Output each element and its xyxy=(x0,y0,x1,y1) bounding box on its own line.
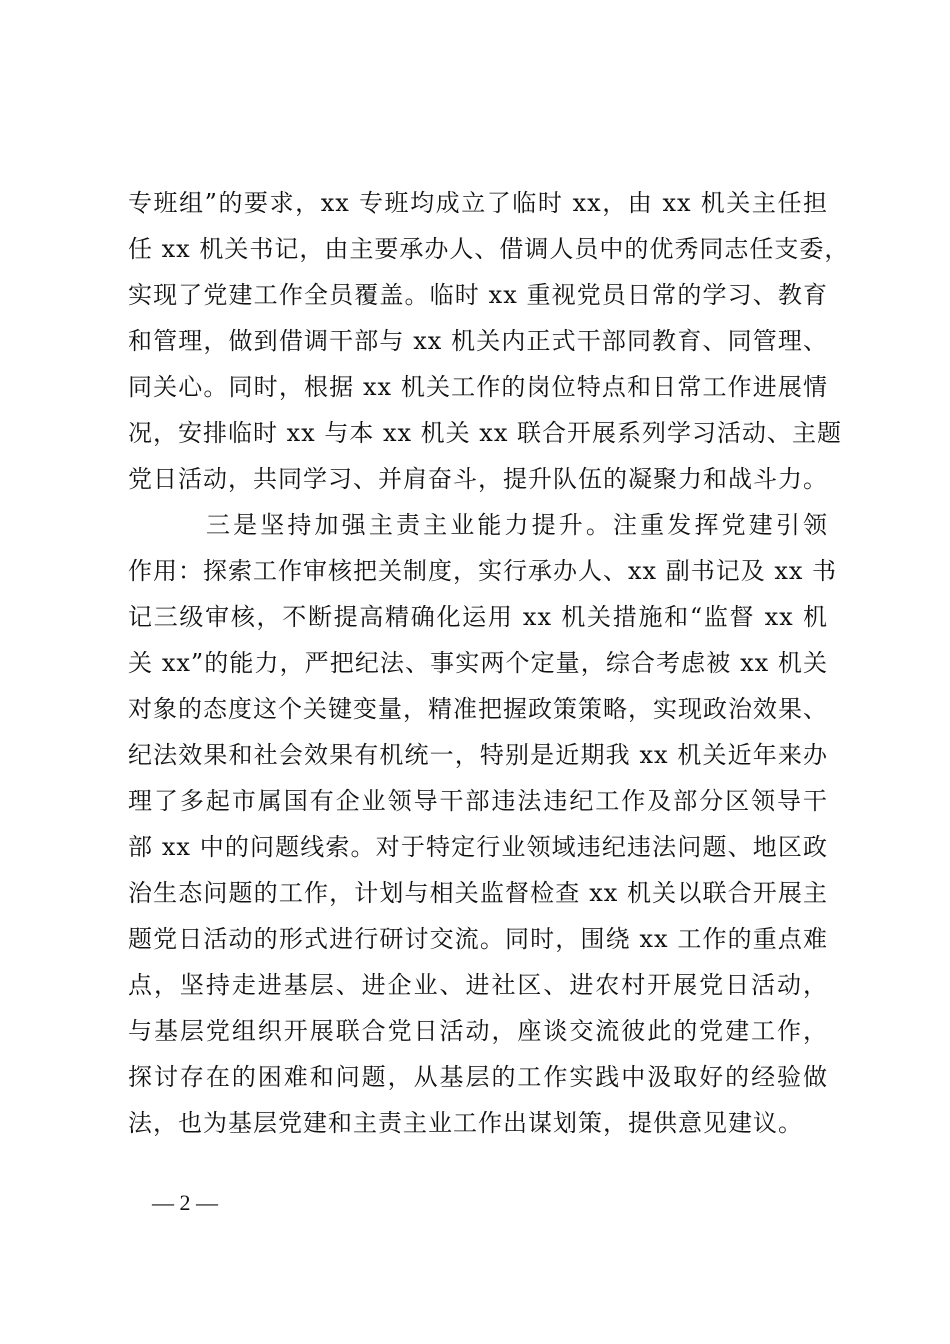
text-line: 探讨存在的困难和问题，从基层的工作实践中汲取好的经验做 xyxy=(128,1063,828,1091)
text-line: 纪法效果和社会效果有机统一，特别是近期我 xx 机关近年来办 xyxy=(128,741,828,769)
text-line: 与基层党组织开展联合党日活动，座谈交流彼此的党建工作， xyxy=(128,1017,828,1045)
text-line: 任 xx 机关书记，由主要承办人、借调人员中的优秀同志任支委， xyxy=(128,235,850,263)
text-line: 实现了党建工作全员覆盖。临时 xx 重视党员日常的学习、教育 xyxy=(128,281,828,309)
text-line: 题党日活动的形式进行研讨交流。同时，围绕 xx 工作的重点难 xyxy=(128,925,828,953)
text-line: 点，坚持走进基层、进企业、进社区、进农村开展党日活动， xyxy=(128,971,828,999)
text-line: 党日活动，共同学习、并肩奋斗，提升队伍的凝聚力和战斗力。 xyxy=(128,465,828,493)
text-line: 记三级审核，不断提高精确化运用 xx 机关措施和“监督 xx 机 xyxy=(128,603,828,631)
text-line: 理了多起市属国有企业领导干部违法违纪工作及部分区领导干 xyxy=(128,787,828,815)
page-number: — 2 — xyxy=(152,1190,218,1215)
text-line: 关 xx”的能力，严把纪法、事实两个定量，综合考虑被 xx 机关 xyxy=(128,649,828,677)
text-line: 三是坚持加强主责主业能力提升。注重发挥党建引领 xyxy=(206,511,828,539)
text-line: 治生态问题的工作，计划与相关监督检查 xx 机关以联合开展主 xyxy=(128,879,828,907)
text-line: 和管理，做到借调干部与 xx 机关内正式干部同教育、同管理、 xyxy=(128,327,828,355)
body-text xyxy=(128,180,850,1146)
text-line: 对象的态度这个关键变量，精准把握政策策略，实现政治效果、 xyxy=(128,695,828,723)
text-line: 作用：探索工作审核把关制度，实行承办人、xx 副书记及 xx 书 xyxy=(128,557,838,585)
paragraph-1 xyxy=(128,180,850,502)
text-line: 专班组”的要求，xx 专班均成立了临时 xx，由 xx 机关主任担 xyxy=(128,189,828,217)
text-line: 同关心。同时，根据 xx 机关工作的岗位特点和日常工作进展情 xyxy=(128,373,828,401)
paragraph-2 xyxy=(128,502,838,1146)
text-line: 况，安排临时 xx 与本 xx 机关 xx 联合开展系列学习活动、主题 xyxy=(128,419,842,447)
text-line: 法，也为基层党建和主责主业工作出谋划策，提供意见建议。 xyxy=(128,1109,803,1137)
text-line: 部 xx 中的问题线索。对于特定行业领域违纪违法问题、地区政 xyxy=(128,833,828,861)
